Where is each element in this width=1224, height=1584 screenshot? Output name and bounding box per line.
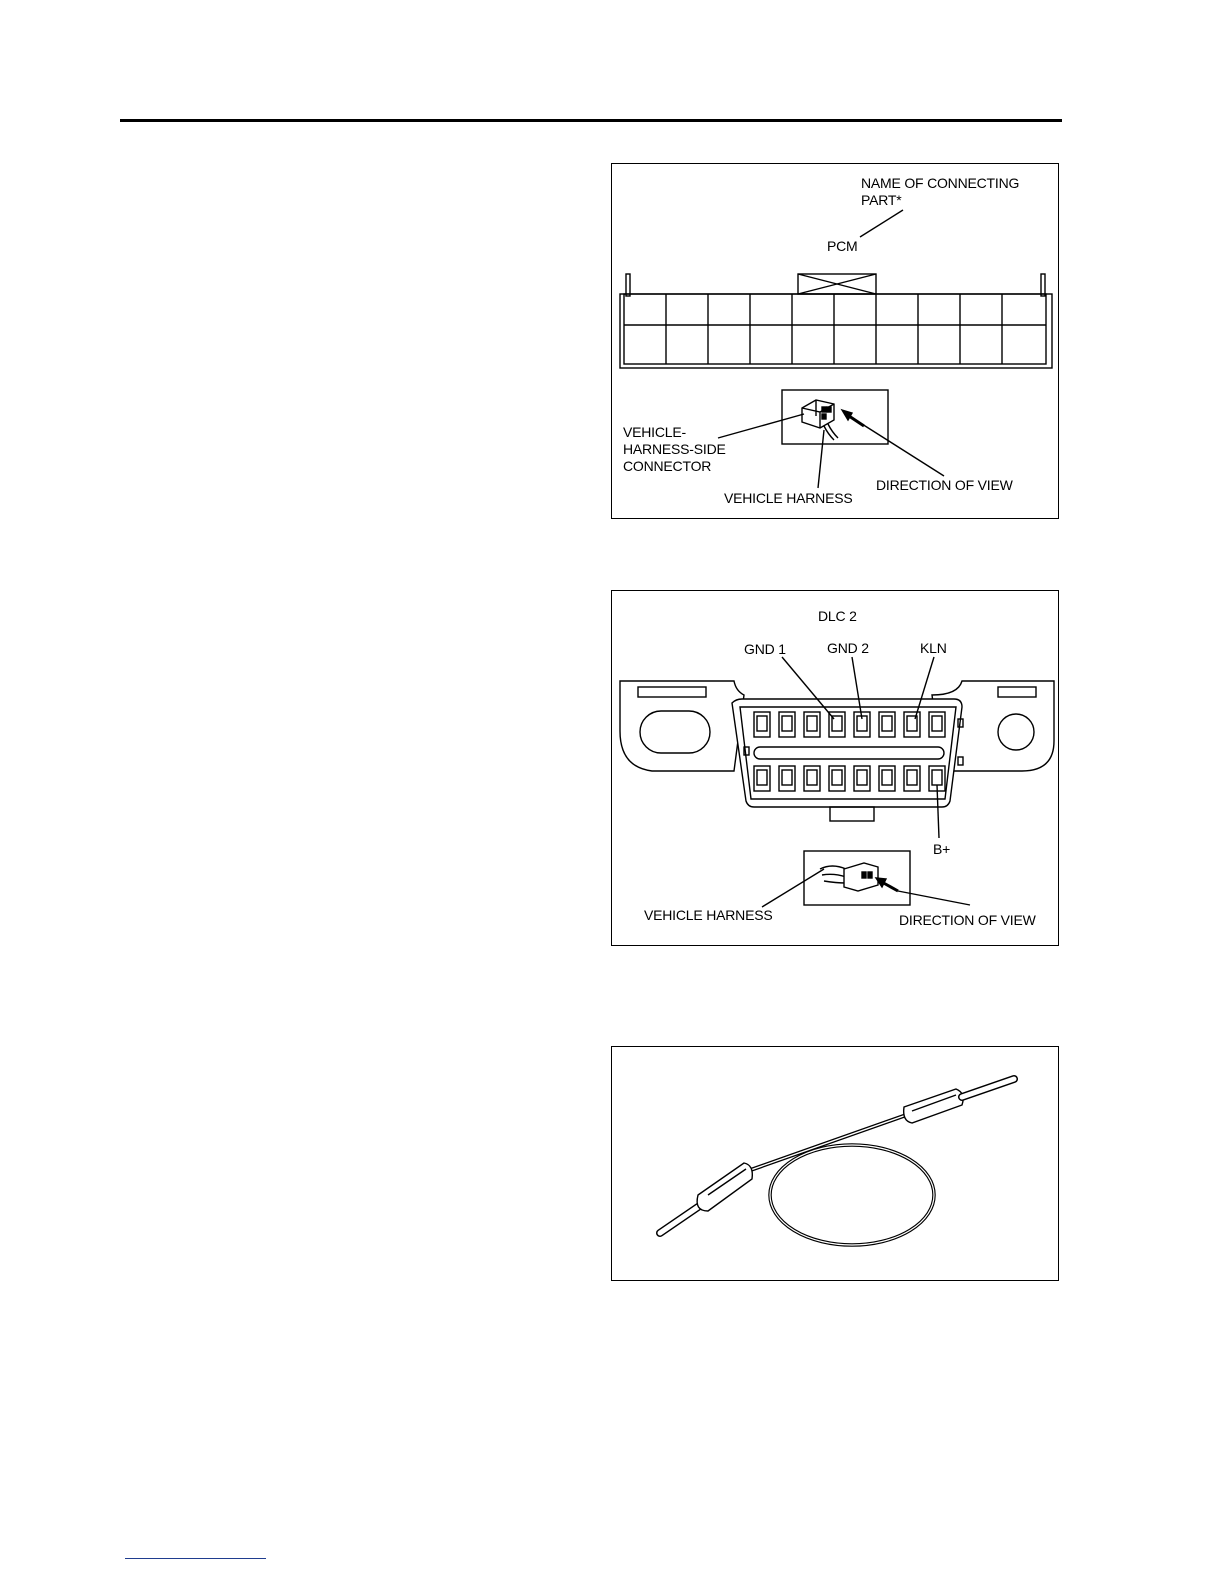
dlc2-title: DLC 2 (818, 608, 857, 624)
gnd2-label: GND 2 (827, 640, 869, 656)
figure-jumper-wire (611, 1046, 1059, 1281)
vehicle-harness-label: VEHICLE HARNESS (724, 490, 853, 506)
figure-pcm-connector (611, 163, 1059, 519)
figure-dlc2-connector (611, 590, 1059, 946)
connecting-part-name-label: NAME OF CONNECTING PART* (861, 175, 1020, 208)
jumper-wire-drawing (612, 1047, 1060, 1282)
direction-of-view-label: DIRECTION OF VIEW (876, 477, 1013, 493)
gnd1-label: GND 1 (744, 641, 786, 657)
vehicle-harness-label: VEHICLE HARNESS (644, 907, 773, 923)
direction-of-view-label: DIRECTION OF VIEW (899, 912, 1036, 928)
vehicle-harness-side-connector-label: VEHICLE- HARNESS-SIDE CONNECTOR (623, 424, 726, 474)
pcm-label: PCM (827, 238, 858, 254)
header-rule (120, 119, 1062, 122)
footer-link-underline (125, 1558, 266, 1559)
b-plus-label: B+ (933, 841, 951, 857)
kln-label: KLN (920, 640, 947, 656)
